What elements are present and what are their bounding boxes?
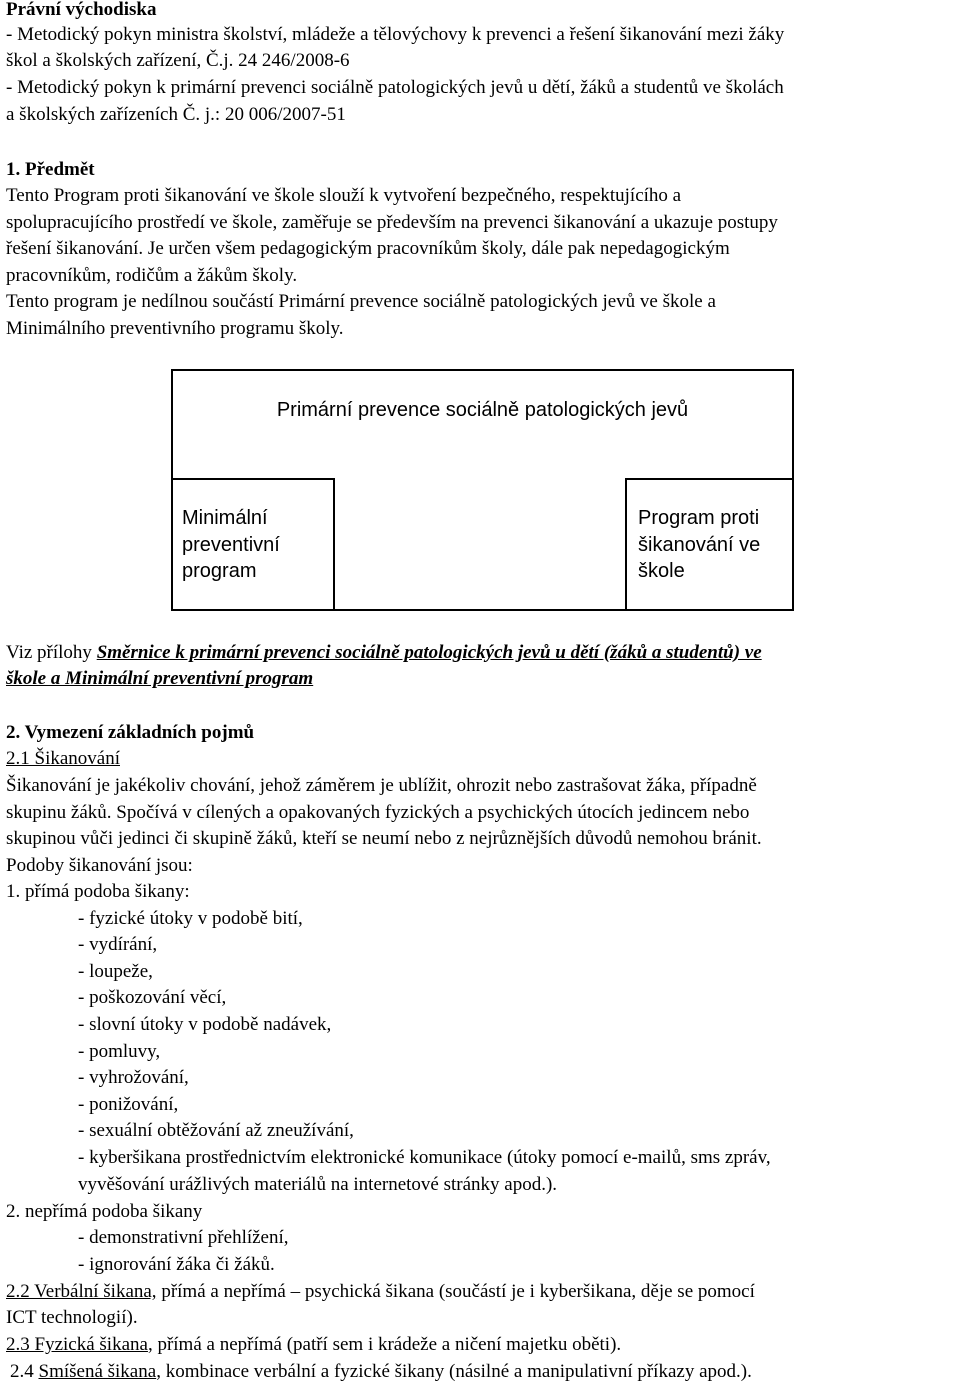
section-1-p1-l1: Tento Program proti šikanování ve škole slouží k vytvoření bezpečného, respektujícího a	[6, 185, 682, 206]
section-2-4-text: , kombinace verbální a fyzické šikany (násilné a manipulativní příkazy apod.).	[156, 1361, 752, 1382]
appendix-prefix: Viz přílohy	[6, 642, 97, 663]
appendix-line-1	[6, 640, 762, 667]
direct-item: - sexuální obtěžování až zneužívání,	[78, 1120, 354, 1141]
direct-item: - slovní útoky v podobě nadávek,	[78, 1014, 332, 1035]
section-2-1-l3: skupinou vůči jedinci či skupině žáků, kteří se neumí nebo z nejrůznějších důvodů nemohou bránit.	[6, 828, 762, 849]
legal-item-2-line-2: a školských zařízeních Č. j.: 20 006/2007-51	[6, 104, 346, 125]
direct-item-continued: vyvěšování urážlivých materiálů na internetové stránky apod.).	[78, 1174, 558, 1195]
diagram-right-box-label: Program proti šikanování ve škole	[638, 507, 761, 582]
section-2-4-line	[10, 1359, 752, 1386]
direct-item: - loupeže,	[78, 961, 153, 982]
direct-bullying-title: 1. přímá podoba šikany:	[6, 881, 190, 902]
section-1-p2-l2: Minimálního preventivního programu školy.	[6, 318, 344, 339]
section-1-p1-l2: spolupracujícího prostředí ve škole, zaměřuje se především na prevenci šikanování a ukazuje postupy	[6, 212, 778, 233]
section-2-1-l2: skupinu žáků. Spočívá v cílených a opakovaných fyzických a psychických útocích jedincem nebo	[6, 802, 750, 823]
legal-basis-heading: Právní východiska	[6, 0, 157, 20]
section-2-2-line-2: ICT technologií).	[6, 1307, 138, 1328]
direct-item: - vydírání,	[78, 934, 158, 955]
direct-item: - ponižování,	[78, 1094, 179, 1115]
indirect-bullying-title: 2. nepřímá podoba šikany	[6, 1201, 203, 1222]
legal-item-2-line-1: - Metodický pokyn k primární prevenci sociálně patologických jevů u dětí, žáků a studentů ve školách	[6, 77, 784, 98]
appendix-line-2	[6, 666, 313, 693]
direct-item: - poškozování věcí,	[78, 987, 227, 1008]
section-1-p1-l4: pracovníkům, rodičům a žákům školy.	[6, 265, 298, 286]
section-2-4-number: 2.4	[10, 1361, 39, 1382]
section-2-1-l1: Šikanování je jakékoliv chování, jehož záměrem je ublížit, ohrozit nebo zastrašovat žáka, případně	[6, 775, 757, 796]
appendix-link-continued[interactable]: škole a Minimální preventivní program	[6, 668, 314, 689]
direct-item: - vyhrožování,	[78, 1067, 189, 1088]
direct-item: - fyzické útoky v podobě bití,	[78, 908, 303, 929]
section-2-3-text: , přímá a nepřímá (patří sem i krádeže a ničení majetku oběti).	[147, 1334, 622, 1355]
appendix-link[interactable]: Směrnice k primární prevenci sociálně patologických jevů u dětí (žáků a studentů) ve	[96, 642, 762, 663]
section-2-3-line	[6, 1332, 621, 1359]
section-2-2-text: přímá a nepřímá – psychická šikana (součástí je i kyberšikana, děje se pomocí	[156, 1281, 755, 1302]
section-2-1-title: 2.1 Šikanování	[6, 748, 120, 769]
indirect-item: - ignorování žáka či žáků.	[78, 1254, 275, 1275]
section-2-1-l4: Podoby šikanování jsou:	[6, 855, 193, 876]
section-2-heading: 2. Vymezení základních pojmů	[6, 722, 255, 743]
section-2-2-title: 2.2 Verbální šikana,	[6, 1281, 157, 1302]
section-2-2-line-1	[6, 1279, 755, 1306]
direct-item: - pomluvy,	[78, 1041, 161, 1062]
legal-item-1-line-1: - Metodický pokyn ministra školství, mládeže a tělovýchovy k prevenci a řešení šikanování mezi žáky	[6, 24, 785, 45]
section-2-4-title: Smíšená šikana	[38, 1361, 157, 1382]
section-2-3-title: 2.3 Fyzická šikana	[6, 1334, 148, 1355]
indirect-item: - demonstrativní přehlížení,	[78, 1227, 289, 1248]
direct-item: - kyberšikana prostřednictvím elektronické komunikace (útoky pomocí e-mailů, sms zpráv,	[78, 1147, 771, 1168]
legal-item-1-line-2: škol a školských zařízení, Č.j. 24 246/2008-6	[6, 50, 350, 71]
section-1-heading: 1. Předmět	[6, 159, 95, 180]
diagram-outer-title: Primární prevence sociálně patologických jevů	[276, 399, 689, 421]
section-1-p2-l1: Tento program je nedílnou součástí Primární prevence sociálně patologických jevů ve škole a	[6, 291, 716, 312]
section-1-p1-l3: řešení šikanování. Je určen všem pedagogickým pracovníkům školy, dále pak nepedagogickým	[6, 238, 730, 259]
diagram-left-box-label: Minimální preventivní program	[182, 507, 280, 582]
